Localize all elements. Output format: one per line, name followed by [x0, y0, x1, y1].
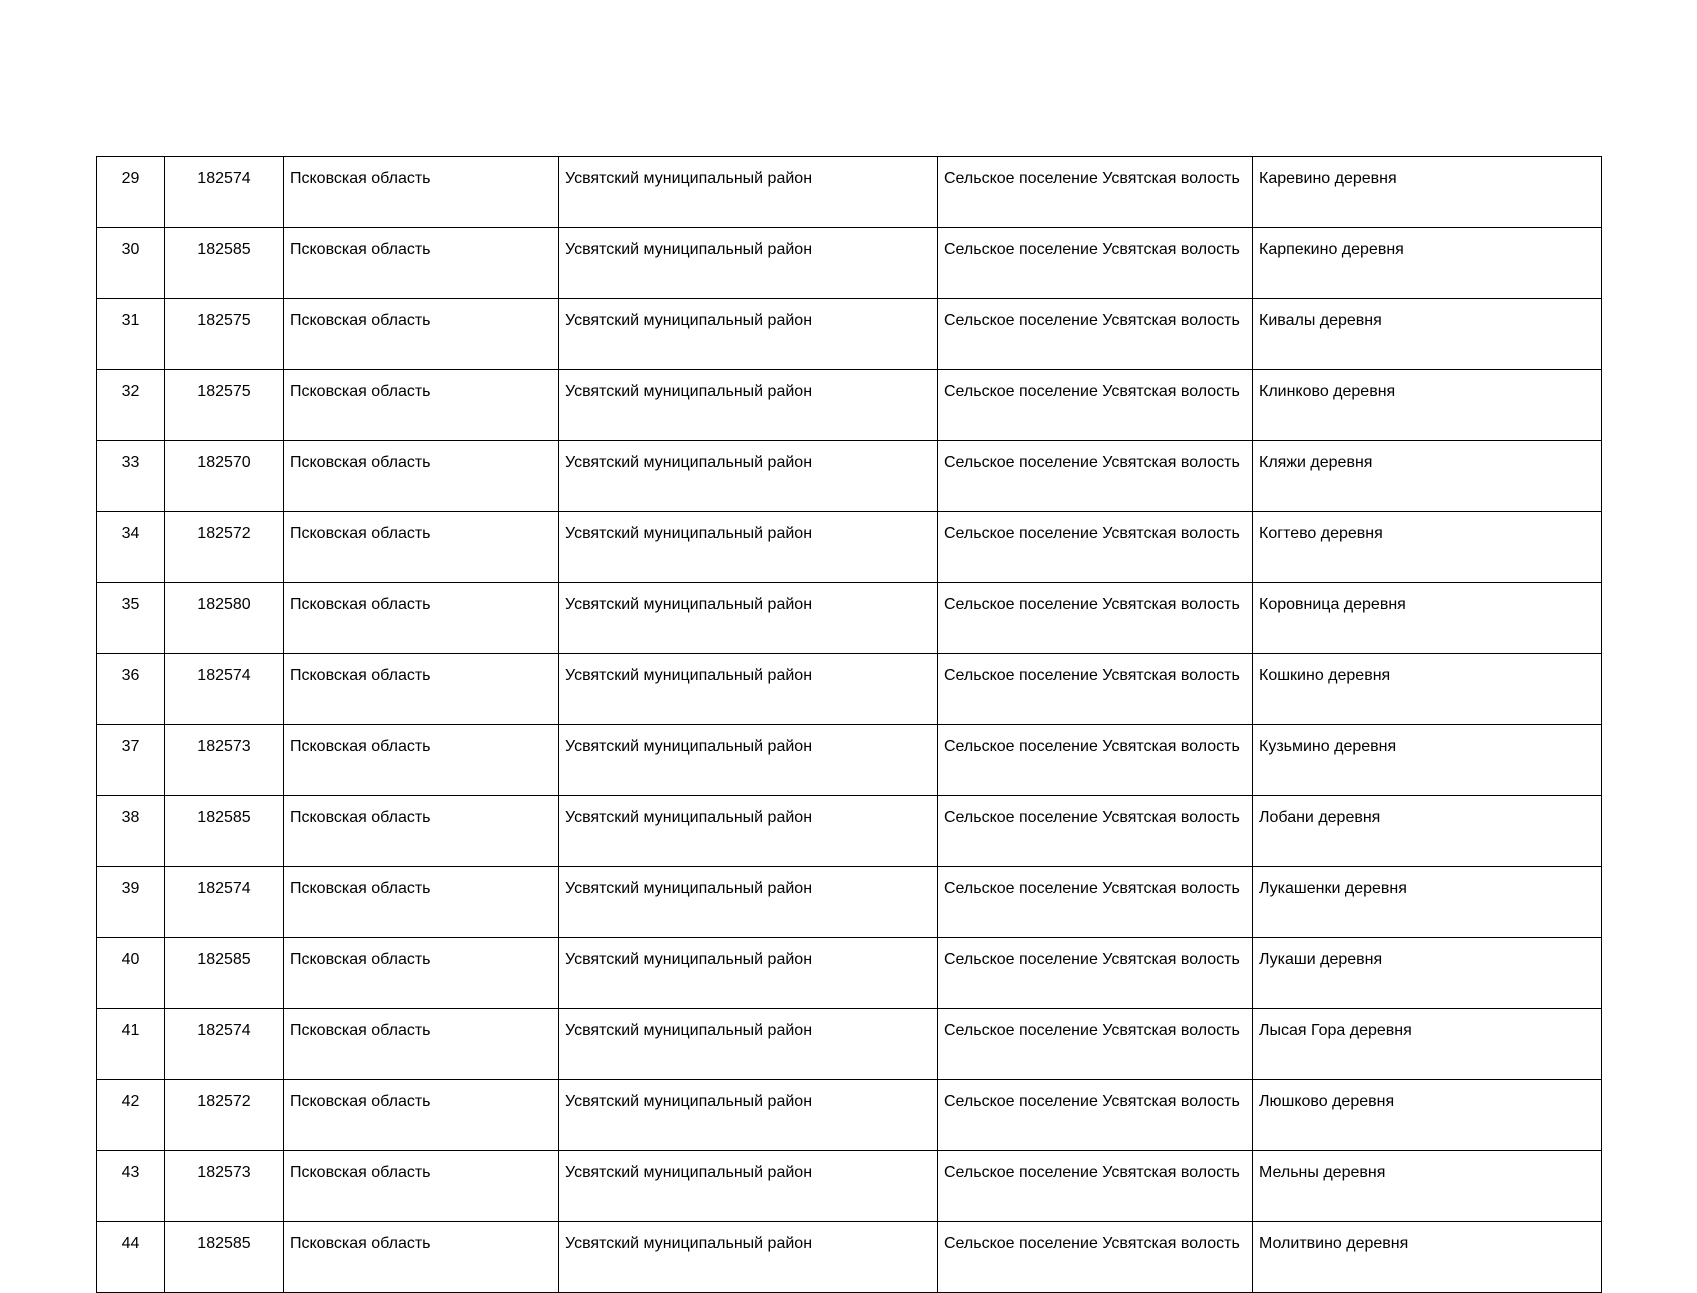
- locality-cell: Кошкино деревня: [1253, 654, 1602, 725]
- table-row: [97, 867, 1602, 938]
- settlement-cell: Сельское поселение Усвятская волость: [938, 796, 1253, 867]
- district-cell: Усвятский муниципальный район: [559, 512, 938, 583]
- locality-cell: Лысая Гора деревня: [1253, 1009, 1602, 1080]
- district-cell: Усвятский муниципальный район: [559, 1222, 938, 1293]
- district-cell: Усвятский муниципальный район: [559, 299, 938, 370]
- region-cell: Псковская область: [284, 1009, 559, 1080]
- postal-index-cell: 182572: [165, 1080, 284, 1151]
- row-number-cell: 38: [97, 796, 165, 867]
- locality-cell: Когтево деревня: [1253, 512, 1602, 583]
- district-cell: Усвятский муниципальный район: [559, 583, 938, 654]
- postal-index-cell: 182574: [165, 1009, 284, 1080]
- region-cell: Псковская область: [284, 228, 559, 299]
- table-row: [97, 654, 1602, 725]
- settlements-table: [96, 156, 1602, 1293]
- table-row: [97, 299, 1602, 370]
- settlement-cell: Сельское поселение Усвятская волость: [938, 370, 1253, 441]
- row-number-cell: 39: [97, 867, 165, 938]
- table-row: [97, 583, 1602, 654]
- postal-index-cell: 182574: [165, 654, 284, 725]
- postal-index-cell: 182580: [165, 583, 284, 654]
- settlement-cell: Сельское поселение Усвятская волость: [938, 441, 1253, 512]
- table-row: [97, 938, 1602, 1009]
- region-cell: Псковская область: [284, 938, 559, 1009]
- district-cell: Усвятский муниципальный район: [559, 1151, 938, 1222]
- region-cell: Псковская область: [284, 1151, 559, 1222]
- table-body: [97, 157, 1602, 1293]
- region-cell: Псковская область: [284, 796, 559, 867]
- postal-index-cell: 182585: [165, 1222, 284, 1293]
- postal-index-cell: 182575: [165, 299, 284, 370]
- district-cell: Усвятский муниципальный район: [559, 654, 938, 725]
- postal-index-cell: 182574: [165, 867, 284, 938]
- settlement-cell: Сельское поселение Усвятская волость: [938, 1222, 1253, 1293]
- row-number-cell: 43: [97, 1151, 165, 1222]
- settlement-cell: Сельское поселение Усвятская волость: [938, 867, 1253, 938]
- district-cell: Усвятский муниципальный район: [559, 938, 938, 1009]
- table-row: [97, 370, 1602, 441]
- settlement-cell: Сельское поселение Усвятская волость: [938, 1009, 1253, 1080]
- table-row: [97, 1080, 1602, 1151]
- table-row: [97, 1009, 1602, 1080]
- settlement-cell: Сельское поселение Усвятская волость: [938, 1080, 1253, 1151]
- district-cell: Усвятский муниципальный район: [559, 1080, 938, 1151]
- locality-cell: Кузьмино деревня: [1253, 725, 1602, 796]
- table-row: [97, 512, 1602, 583]
- locality-cell: Мельны деревня: [1253, 1151, 1602, 1222]
- locality-cell: Кляжи деревня: [1253, 441, 1602, 512]
- region-cell: Псковская область: [284, 867, 559, 938]
- row-number-cell: 37: [97, 725, 165, 796]
- postal-index-cell: 182585: [165, 938, 284, 1009]
- region-cell: Псковская область: [284, 583, 559, 654]
- postal-index-cell: 182585: [165, 796, 284, 867]
- district-cell: Усвятский муниципальный район: [559, 228, 938, 299]
- region-cell: Псковская область: [284, 157, 559, 228]
- table-row: [97, 725, 1602, 796]
- district-cell: Усвятский муниципальный район: [559, 441, 938, 512]
- locality-cell: Люшково деревня: [1253, 1080, 1602, 1151]
- postal-index-cell: 182573: [165, 1151, 284, 1222]
- settlement-cell: Сельское поселение Усвятская волость: [938, 654, 1253, 725]
- district-cell: Усвятский муниципальный район: [559, 867, 938, 938]
- settlement-cell: Сельское поселение Усвятская волость: [938, 583, 1253, 654]
- row-number-cell: 34: [97, 512, 165, 583]
- district-cell: Усвятский муниципальный район: [559, 1009, 938, 1080]
- settlement-cell: Сельское поселение Усвятская волость: [938, 938, 1253, 1009]
- region-cell: Псковская область: [284, 654, 559, 725]
- locality-cell: Кивалы деревня: [1253, 299, 1602, 370]
- table-row: [97, 228, 1602, 299]
- postal-index-cell: 182572: [165, 512, 284, 583]
- locality-cell: Коровница деревня: [1253, 583, 1602, 654]
- region-cell: Псковская область: [284, 725, 559, 796]
- region-cell: Псковская область: [284, 441, 559, 512]
- district-cell: Усвятский муниципальный район: [559, 157, 938, 228]
- region-cell: Псковская область: [284, 299, 559, 370]
- row-number-cell: 41: [97, 1009, 165, 1080]
- row-number-cell: 29: [97, 157, 165, 228]
- row-number-cell: 36: [97, 654, 165, 725]
- postal-index-cell: 182574: [165, 157, 284, 228]
- row-number-cell: 42: [97, 1080, 165, 1151]
- region-cell: Псковская область: [284, 370, 559, 441]
- region-cell: Псковская область: [284, 512, 559, 583]
- locality-cell: Лукашенки деревня: [1253, 867, 1602, 938]
- postal-index-cell: 182585: [165, 228, 284, 299]
- table-row: [97, 441, 1602, 512]
- locality-cell: Карпекино деревня: [1253, 228, 1602, 299]
- settlement-cell: Сельское поселение Усвятская волость: [938, 228, 1253, 299]
- region-cell: Псковская область: [284, 1222, 559, 1293]
- locality-cell: Лобани деревня: [1253, 796, 1602, 867]
- settlement-cell: Сельское поселение Усвятская волость: [938, 157, 1253, 228]
- locality-cell: Клинково деревня: [1253, 370, 1602, 441]
- settlement-cell: Сельское поселение Усвятская волость: [938, 1151, 1253, 1222]
- region-cell: Псковская область: [284, 1080, 559, 1151]
- settlement-cell: Сельское поселение Усвятская волость: [938, 512, 1253, 583]
- settlement-cell: Сельское поселение Усвятская волость: [938, 725, 1253, 796]
- postal-index-cell: 182575: [165, 370, 284, 441]
- row-number-cell: 35: [97, 583, 165, 654]
- locality-cell: Каревино деревня: [1253, 157, 1602, 228]
- row-number-cell: 40: [97, 938, 165, 1009]
- row-number-cell: 30: [97, 228, 165, 299]
- settlement-cell: Сельское поселение Усвятская волость: [938, 299, 1253, 370]
- locality-cell: Молитвино деревня: [1253, 1222, 1602, 1293]
- table-row: [97, 157, 1602, 228]
- locality-cell: Лукаши деревня: [1253, 938, 1602, 1009]
- district-cell: Усвятский муниципальный район: [559, 725, 938, 796]
- row-number-cell: 32: [97, 370, 165, 441]
- table-row: [97, 1222, 1602, 1293]
- postal-index-cell: 182570: [165, 441, 284, 512]
- row-number-cell: 31: [97, 299, 165, 370]
- row-number-cell: 33: [97, 441, 165, 512]
- table-row: [97, 796, 1602, 867]
- district-cell: Усвятский муниципальный район: [559, 370, 938, 441]
- table-row: [97, 1151, 1602, 1222]
- district-cell: Усвятский муниципальный район: [559, 796, 938, 867]
- postal-index-cell: 182573: [165, 725, 284, 796]
- row-number-cell: 44: [97, 1222, 165, 1293]
